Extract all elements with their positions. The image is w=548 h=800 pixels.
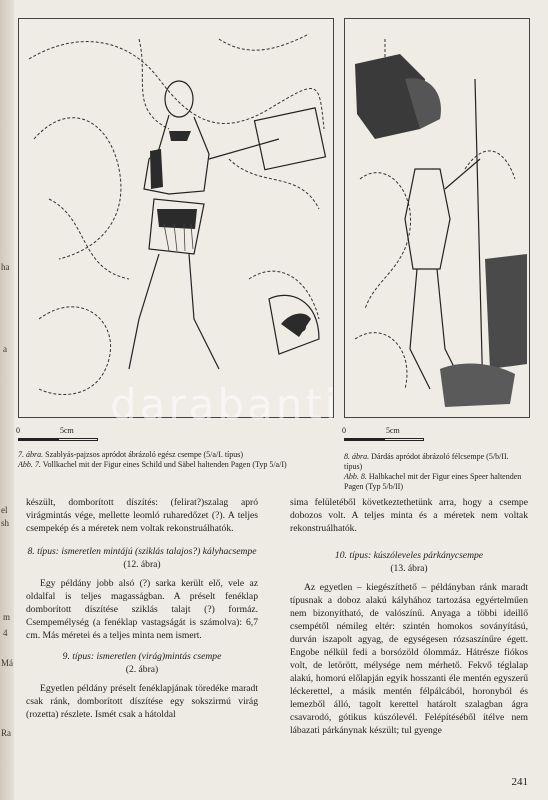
caption-text-hu: Dárdás apródot ábrázoló félcsempe (5/b/II. típus) (344, 452, 509, 471)
caption-text-de: Vollkachel mit der Figur eines Schild und Säbel haltenden Pagen (Typ 5/a/I) (42, 460, 287, 469)
caption-text-hu: Szablyás-pajzsos apródot ábrázoló egész csempe (5/a/I. típus) (45, 450, 244, 459)
margin-fragment: ha (1, 262, 10, 272)
caption-label: 8. ábra. (344, 452, 370, 461)
scale-zero: 0 (16, 426, 20, 435)
figure-7-caption (18, 450, 332, 470)
figure-7-illustration (19, 19, 333, 417)
section-heading: 10. típus: kúszóleveles párkánycsempe (334, 550, 484, 561)
right-text-column (290, 496, 528, 737)
margin-fragment: el (1, 505, 8, 515)
paragraph: sima felületéből következtethetünk arra, hogy a csempe dobozos volt. A teljes minta és a méretek nem voltak rekonstruálhatók. (290, 497, 528, 534)
figure-8-illustration (345, 19, 529, 417)
previous-page-edge (0, 0, 14, 800)
section-figure-ref: (12. ábra) (123, 559, 161, 570)
margin-fragment: a (3, 344, 7, 354)
caption-label: Abb. 7. (18, 460, 41, 469)
paragraph: Egyetlen példány préselt fenéklapjának töredéke maradt csak ránk, domborított díszítése egy sokszirmú virág (rozetta) részlete. Ismét csak a hátoldal (26, 683, 258, 720)
margin-fragment: sh (1, 518, 10, 528)
scale-zero: 0 (342, 426, 346, 435)
watermark: darabanti (110, 380, 340, 429)
page-number: 241 (511, 776, 528, 788)
caption-label: 7. ábra. (18, 450, 44, 459)
section-heading: 9. típus: ismeretlen (virág)mintás csempe (62, 651, 222, 662)
left-text-column (26, 496, 258, 721)
scale-label: 5cm (60, 426, 74, 435)
section-figure-ref: (2. ábra) (125, 664, 159, 675)
margin-fragment: m (3, 612, 11, 622)
section-figure-ref: (13. ábra) (390, 563, 428, 574)
scale-label: 5cm (386, 426, 400, 435)
paragraph: készült, domborított díszítés: (felirat?)szalag apró virágmintás vége, mellette leomló ruharedőzet (?). A teljes csempekép és a méretek nem voltak rekonstruálhatók. (26, 497, 258, 534)
caption-label: Abb. 8. (344, 472, 367, 481)
paragraph: Az egyetlen – kiegészíthető – példányban ránk maradt típusnak a doboz alakú kályhához tartozása egyértelműen nem bizonyítható, de valószínű. Anyaga a többi ideillő csempétől némileg eltér: szintén homokos soványítású, durván iszapolt agyag, de egységesen rózsaszínűre égett. Engobe nélkül fedi a borsózöld ólommáz. Hátrésze fiókos volt, de letörött, mélysége nem mérhető. Fekvő téglalap alakú, homorú előlapján egyik hosszanti éle mentén egyszerű léckerettel, a másik mentén félpálcából, horonyból és lemezből álló, tagolt kerettel határolt szalagban ágra csavarodó, gótikus kúszólevél. Felépítéséből ítélve nem lábazati párkánynak készült; tul gyenge (290, 582, 528, 736)
figure-8-drawing (344, 18, 530, 418)
figure-8-caption (344, 452, 528, 492)
caption-text-de: Halbkachel mit der Figur eines Speer haltenden Pagen (Typ 5/b/II) (344, 472, 522, 491)
margin-fragment: Ra (1, 728, 11, 738)
figure-7-drawing (18, 18, 334, 418)
margin-fragment: Má (1, 658, 13, 668)
margin-fragment: 4 (3, 628, 8, 638)
paragraph: Egy példány jobb alsó (?) sarka került elő, vele az oldalfal is teljes magasságban. A préselt fenéklap domborított díszítése sziklás talajt (?) formáz. Csempemélység (a fenéklap vastagságát is számolva): 6,7 cm. Más méretei és a teljes minta nem ismert. (26, 578, 258, 641)
section-heading: 8. típus: ismeretlen mintájú (sziklás talajos?) kályhacsempe (27, 546, 257, 557)
